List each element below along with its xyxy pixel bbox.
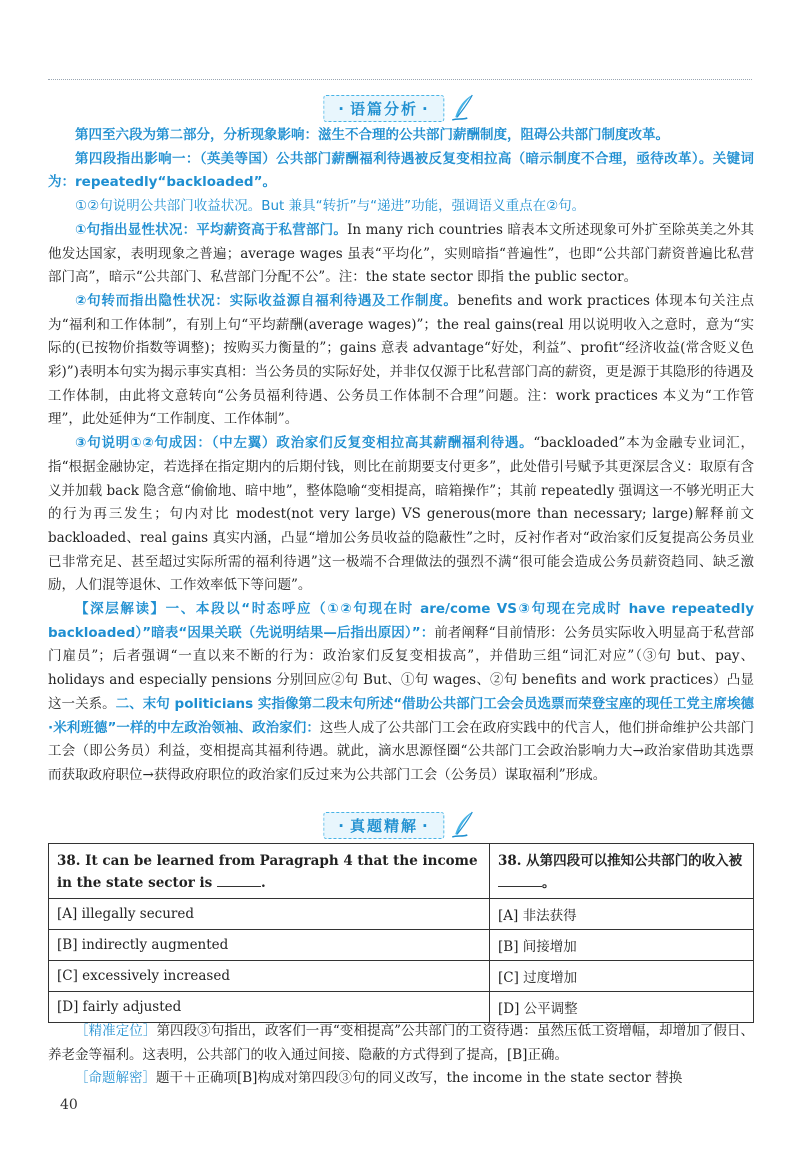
deep-reading-point-1-body: 前者阐释“目前情形：公务员实际收入明显高于私营部门雇员”；后者强调“一直以来不断的行为：政治家们反复变相拔高”，并借助三组“词汇对应”（③句 but、pay、holidays and especially pensions 分别回应②句 But、①句 wages、②句 benefits and work practices）凸显这一关系。 bbox=[48, 624, 754, 712]
badge-dot: · bbox=[422, 816, 430, 835]
stem-en-end: . bbox=[261, 875, 266, 891]
sentence-3-heading: ③句说明①②句成因：（中左翼）政治家们反复变相拉高其薪酬福利待遇。 bbox=[75, 435, 534, 452]
option-en: [D] fairly adjusted bbox=[49, 992, 490, 1023]
analysis-sentence-1 bbox=[48, 219, 754, 290]
option-row-d bbox=[49, 992, 754, 1023]
quill-pen-icon bbox=[451, 810, 477, 840]
deep-reading-point-2-body: 这些人成了公共部门工会在政府实践中的代言人，他们拼命维护公共部门工会（即公务员）利益，变相提高其福利待遇。就此，滴水思源怪圈“公共部门工会政治影响力大→政治家借助其选票而获取政府职位→获得政府职位的政治家们反过来为公共部门工会（公务员）谋取福利”形成。 bbox=[48, 719, 754, 783]
option-zh: [C] 过度增加 bbox=[490, 961, 754, 992]
answer-blank bbox=[217, 874, 261, 887]
top-dotted-rule bbox=[48, 79, 752, 80]
stem-en-text: 38. It can be learned from Paragraph 4 that the income in the state sector is bbox=[57, 853, 478, 891]
sentence-2-body: benefits and work practices 体现本句关注点为“福利和工作体制”，有别上句“平均薪酬(average wages)”；the real gains(real 用以说明收入之意时，意为“实际的(已按物价指数等调整)；按购买力衡量的”；gains 意表 advantage“好处，利益”、profit“经济收益(常含贬义色彩)”)表明本句实为揭示事实真相：当公务员的实际好处，并非仅仅源于比私营部门高的薪资，更是源于其隐形的待遇及工作体制，由此将文意转向“公务员福利待遇、公务员工作体制不合理”问题。注：work practices 本义为“工作管理”，此处延伸为“工作制度、工作体制”。 bbox=[48, 292, 755, 428]
option-row-a bbox=[49, 899, 754, 930]
option-zh: [D] 公平调整 bbox=[490, 992, 754, 1023]
stem-zh-end: 。 bbox=[542, 875, 556, 891]
analysis-sentence-overview: ①②句说明公共部门收益状况。But 兼具“转折”与“递进”功能，强调语义重点在②句。 bbox=[75, 198, 586, 215]
badge-label-box bbox=[323, 95, 444, 122]
question-stem-en bbox=[49, 844, 490, 899]
explanation-text: 第四段③句指出，政客们一再“变相提高”公共部门的工资待遇：虽然压低工资增幅，却增加了假日、养老金等福利。这表明，公共部门的收入通过间接、隐蔽的方式得到了提高，[B]正确。 bbox=[48, 1023, 755, 1063]
sentence-2-heading: ②句转而指出隐性状况：实际收益源自福利待遇及工作制度。 bbox=[75, 292, 458, 309]
option-row-c bbox=[49, 961, 754, 992]
answer-blank bbox=[498, 874, 542, 887]
option-zh: [B] 间接增加 bbox=[490, 930, 754, 961]
badge-label-box bbox=[323, 812, 444, 839]
sentence-1-heading: ①句指出显性状况：平均薪资高于私营部门。 bbox=[75, 221, 348, 238]
explanation-tag: ［命题解密］ bbox=[75, 1070, 156, 1087]
deep-reading-point-2: 二、末句 politicians 实指像第二段末句所述“借助公共部门工会会员选票而荣登宝座的现任工党主席埃德·米利班德”一样的中左政治领袖、政治家们： bbox=[48, 695, 754, 736]
badge-dot: · bbox=[422, 99, 430, 118]
explanation-decode bbox=[48, 1067, 754, 1091]
analysis-sentence-2 bbox=[48, 290, 754, 432]
question-table bbox=[48, 843, 754, 1023]
badge-title: 语篇分析 bbox=[349, 99, 419, 118]
badge-dot: · bbox=[338, 99, 346, 118]
section-badge-analysis bbox=[323, 93, 476, 123]
deep-reading-point-1: 【深层解读】一、本段以“时态呼应（①②句现在时 are/come VS③句现在完成时 have repeatedly backloaded）”暗表“因果关联（先说明结果—后指出原因）”： bbox=[48, 601, 754, 641]
explanation-text: 题干＋正确项[B]构成对第四段③句的同义改写，the income in the state sector 替换 bbox=[156, 1070, 683, 1087]
quill-pen-icon bbox=[451, 93, 477, 123]
sentence-3-body: “backloaded”本为金融专业词汇，指“根据金融协定，若选择在指定期内的后期付钱，则比在前期要支付更多”，此处借引号赋予其更深层含义：取原有含义并加载 back 隐含意“偷偷地、暗中地”，整体隐喻“变相提高，暗箱操作”；其前 repeatedly 强调这一不够光明正大的行为再三发生；句内对比 modest(not very large) VS generous(more than necessary; large)解释前文 backloaded、real gains 真实内涵，凸显“增加公务员收益的隐蔽性”之时，反衬作者对“政治家们反复提高公务员业已非常充足、甚至超过实际所需的福利待遇”这一极端不合理做法的强烈不满“很可能会造成公务员薪资趋同、缺乏激励，人们混等退休、工作效率低下等问题”。 bbox=[48, 435, 754, 594]
page-number: 40 bbox=[60, 1097, 78, 1113]
option-en: [C] excessively increased bbox=[49, 961, 490, 992]
stem-zh-text: 38. 从第四段可以推知公共部门的收入被 bbox=[498, 853, 743, 869]
option-en: [B] indirectly augmented bbox=[49, 930, 490, 961]
badge-title: 真题精解 bbox=[349, 816, 419, 835]
badge-dot: · bbox=[338, 816, 346, 835]
option-zh: [A] 非法获得 bbox=[490, 899, 754, 930]
question-stem-row bbox=[49, 844, 754, 899]
option-row-b bbox=[49, 930, 754, 961]
analysis-part-intro: 第四至六段为第二部分，分析现象影响：滋生不合理的公共部门薪酬制度，阻碍公共部门制度改革。 bbox=[75, 127, 669, 143]
analysis-section bbox=[48, 124, 754, 788]
question-stem-zh bbox=[490, 844, 754, 899]
option-en: [A] illegally secured bbox=[49, 899, 490, 930]
explanation-location bbox=[48, 1020, 754, 1067]
analysis-deep-reading bbox=[48, 598, 754, 788]
analysis-paragraph-summary: 第四段指出影响一：（英美等国）公共部门薪酬福利待遇被反复变相拉高（暗示制度不合理，亟待改革）。关键词为：repeatedly“backloaded”。 bbox=[48, 150, 754, 191]
explanation-section bbox=[48, 1020, 754, 1091]
section-badge-answer bbox=[323, 810, 476, 840]
explanation-tag: ［精准定位］ bbox=[75, 1023, 157, 1039]
sentence-1-body: In many rich countries 暗表本文所述现象可外扩至除英美之外其他发达国家，表明现象之普遍；average wages 虽表“平均化”，实则暗指“普遍性”，也即“公共部门薪资普遍比私营部门高”，暗示“公共部门、私营部门分配不公”。注：the state sector 即指 the public sector。 bbox=[48, 221, 754, 286]
analysis-sentence-3 bbox=[48, 432, 754, 598]
